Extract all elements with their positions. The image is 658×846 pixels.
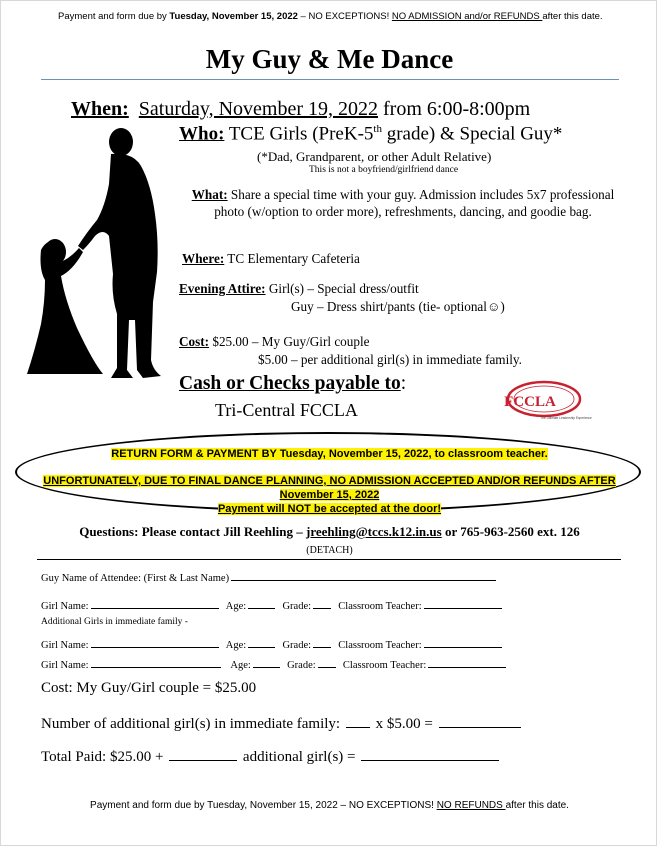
page-title: My Guy & Me Dance [205,44,454,74]
no-refund-date: November 15, 2022 [279,489,380,501]
attire-line-girl: Evening Attire: Girl(s) – Special dress/outfit [179,281,419,296]
fccla-logo [504,379,592,423]
what-paragraph: What: Share a special time with your guy. Admission includes 5x7 professional photo (w/option to order more), refreshments, dancing, and goodie bag. [191,187,615,219]
when-line: When: Saturday, November 19, 2022 from 6:00-8:00pm [71,98,531,120]
top-payment-note: Payment and form due by Tuesday, November 15, 2022 – NO EXCEPTIONS! NO ADMISSION and/or REFUNDS after this date. [58,11,603,22]
additional-girls-label: Additional Girls in immediate family - [41,617,188,627]
payable-heading: Cash or Checks payable to: [179,373,407,394]
contact-line: Questions: Please contact Jill Reehling – jreehling@tccs.k12.in.us or 765-963-2560 ext. 126 [79,524,580,539]
detach-label: (DETACH) [306,545,353,556]
bottom-payment-note: Payment and form due by Tuesday, November 15, 2022 – NO EXCEPTIONS! NO REFUNDS after this date. [90,800,569,811]
total-paid-field[interactable]: Total Paid: $25.00 + additional girl(s) = [41,746,501,766]
fccla-logo-tagline: The Ultimate Leadership Experience [540,416,592,420]
where-line: Where: TC Elementary Cafeteria [182,251,360,266]
cost-summary: Cost: My Guy/Girl couple = $25.00 [41,680,257,696]
detach-divider [37,559,621,560]
girl-row-3[interactable]: Girl Name: Age: Grade: Classroom Teacher: [41,657,508,671]
who-subnote: This is not a boyfriend/girlfriend dance [309,165,459,175]
return-notice: RETURN FORM & PAYMENT BY Tuesday, November 15, 2022, to classroom teacher. [111,448,548,460]
who-note: (*Dad, Grandparent, or other Adult Relative) [257,149,492,164]
who-line: Who: TCE Girls (PreK-5th grade) & Special Guy* [179,123,563,145]
cost-line-couple: Cost: $25.00 – My Guy/Girl couple [179,334,370,349]
payee-name: Tri-Central FCCLA [215,400,358,420]
dancing-couple-silhouette-icon [23,124,173,386]
additional-count-field[interactable]: Number of additional girl(s) in immediate family: x $5.00 = [41,713,523,733]
cost-line-additional: $5.00 – per additional girl(s) in immediate family. [258,352,522,367]
fccla-logo-text: FCCLA [504,394,556,410]
no-refund-notice: UNFORTUNATELY, DUE TO FINAL DANCE PLANNING, NO ADMISSION ACCEPTED AND/OR REFUNDS AFTER [43,475,616,487]
attire-line-guy: Guy – Dress shirt/pants (tie- optional☺) [291,299,505,314]
contact-email-link[interactable]: jreehling@tccs.k12.in.us [305,524,442,539]
title-divider [41,79,619,80]
guy-name-field[interactable]: Guy Name of Attendee: (First & Last Name) [41,570,498,584]
door-notice: Payment will NOT be accepted at the door! [217,503,442,515]
girl-row-1[interactable]: Girl Name: Age: Grade: Classroom Teacher: [41,598,504,612]
girl-row-2[interactable]: Girl Name: Age: Grade: Classroom Teacher: [41,637,504,651]
